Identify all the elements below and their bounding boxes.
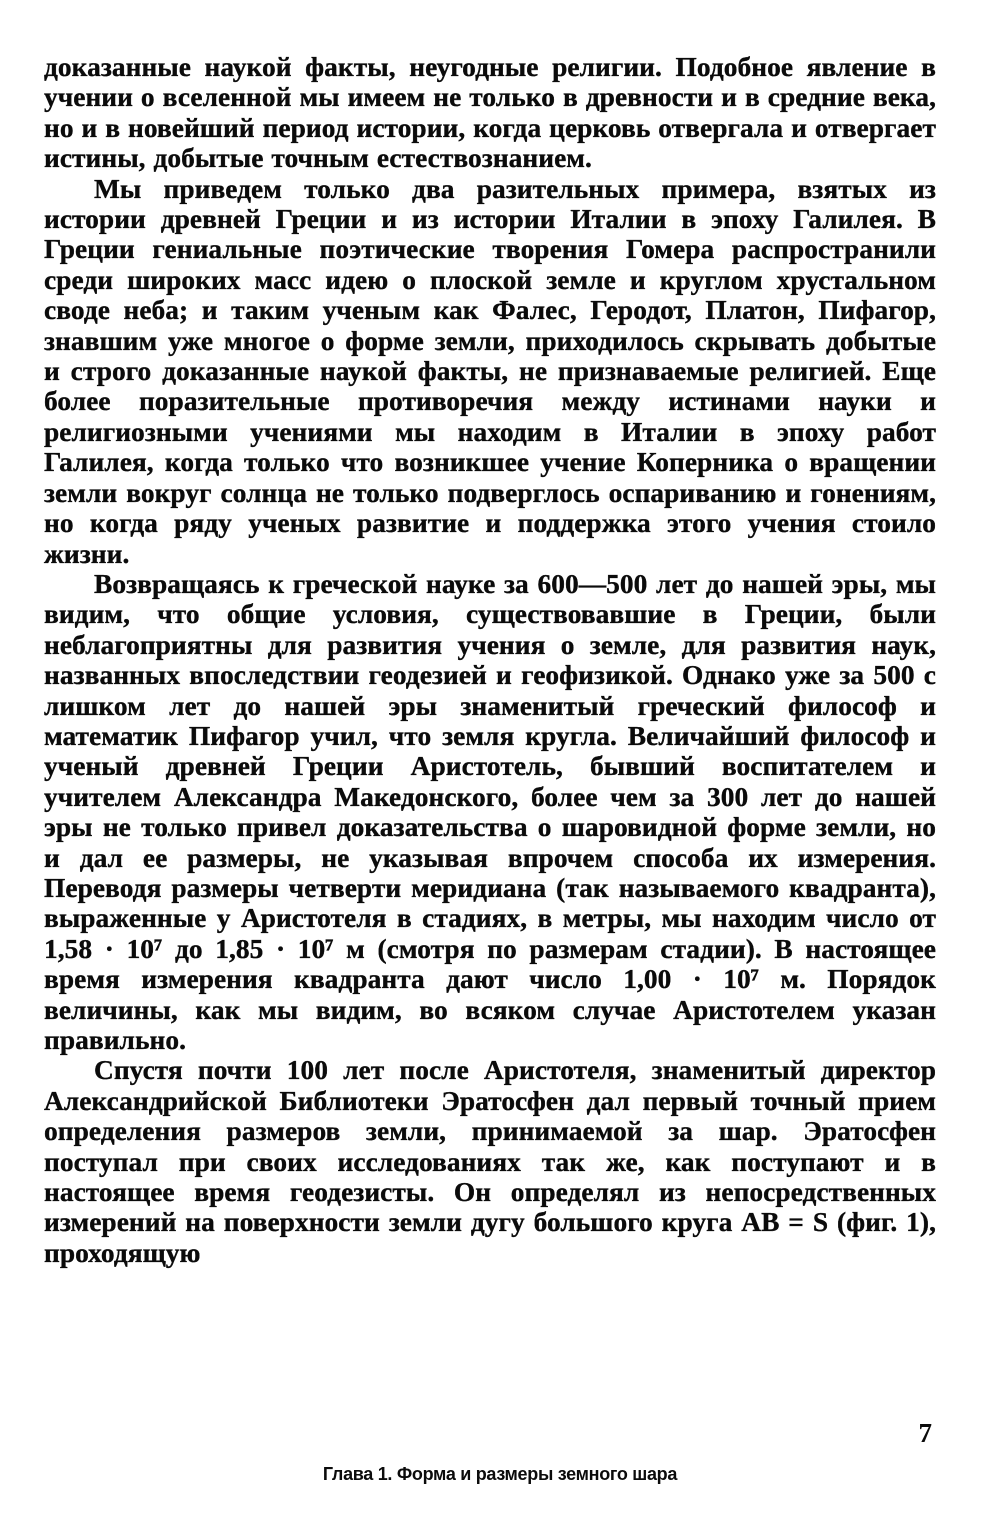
page-number: 7 <box>918 1418 932 1448</box>
paragraph-4: Спустя почти 100 лет после Аристотеля, знаменитый директор Александрийской Библиотеки Эратосфен дал первый точный прием определения размеров земли, принимаемой за шар. Эратосфен поступал при своих исследованиях так же, как поступают и в настоящее время геодезисты. Он определял из непосредственных измерений на поверхности земли дугу большого круга AB = S (фиг. 1), проходящую <box>44 1055 936 1268</box>
page-body <box>44 52 936 1522</box>
running-footer: Глава 1. Форма и размеры земного шара <box>322 1464 678 1484</box>
paragraph-1: доказанные наукой факты, неугодные религии. Подобное явление в учении о вселенной мы имеем не только в древности и в средние века, но и в новейший период истории, когда церковь отвергала и отвергает истины, добытые точным естествознанием. <box>44 52 936 174</box>
body-text <box>44 52 936 1268</box>
paragraph-3: Возвращаясь к греческой науке за 600—500 лет до нашей эры, мы видим, что общие условия, существовавшие в Греции, были неблагоприятны для развития учения о земле, для развития наук, названных впоследствии геодезией и геофизикой. Однако уже за 500 с лишком лет до нашей эры знаменитый греческий философ и математик Пифагор учил, что земля кругла. Величайший философ и ученый древней Греции Аристотель, бывший воспитателем и учителем Александра Македонского, более чем за 300 лет до нашей эры не только привел доказательства о шаровидной форме земли, но и дал ее размеры, не указывая впрочем способа их измерения. Переводя размеры четверти меридиана (так называемого квадранта), выраженные у Аристотеля в стадиях, в метры, мы находим число от 1,58 · 10⁷ до 1,85 · 10⁷ м (смотря по размерам стадии). В настоящее время измерения квадранта дают число 1,00 · 10⁷ м. Порядок величины, как мы видим, во всяком случае Аристотелем указан правильно. <box>44 568 936 1055</box>
paragraph-2: Мы приведем только два разительных примера, взятых из истории древней Греции и из истории Италии в эпоху Галилея. В Греции гениальные поэтические творения Гомера распространили среди широких масс идею о плоской земле и круглом хрустальном своде неба; и таким ученым как Фалес, Геродот, Платон, Пифагор, знавшим уже многое о форме земли, приходилось скрывать добытые и строго доказанные наукой факты, не признаваемые религией. Еще более поразительные противоречия между истинами науки и религиозными учениями мы находим в Италии в эпоху работ Галилея, когда только что возникшее учение Коперника о вращении земли вокруг солнца не только подверглось оспариванию и гонениям, но когда ряду ученых развитие и поддержка этого учения стоило жизни. <box>44 173 936 569</box>
